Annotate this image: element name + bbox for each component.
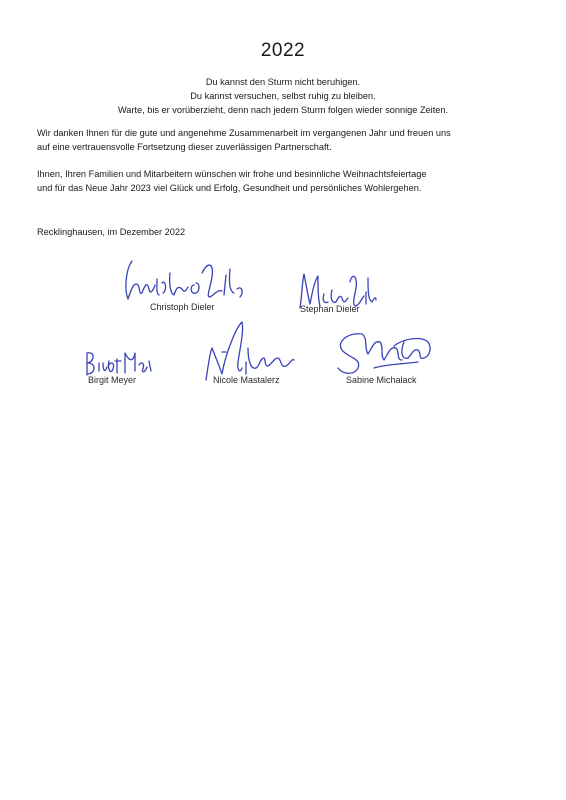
signature-christoph-dieler <box>122 255 247 305</box>
paragraph-line: und für das Neue Jahr 2023 viel Glück und Erfolg, Gesundheit und persönliches Wohlergehen. <box>37 183 422 193</box>
signatory-name: Christoph Dieler <box>150 302 215 312</box>
signatory-name: Sabine Michalack <box>346 375 417 385</box>
paragraph-line: auf eine vertrauensvolle Fortsetzung dieser zuverlässigen Partnerschaft. <box>37 142 332 152</box>
quote-line: Du kannst den Sturm nicht beruhigen. <box>205 77 361 87</box>
letter-year-heading: 2022 <box>260 40 306 61</box>
quote-block <box>0 75 566 117</box>
wishes-paragraph <box>37 167 537 195</box>
paragraph-line: Wir danken Ihnen für die gute und angenehme Zusammenarbeit im vergangenen Jahr und freuen uns <box>37 128 451 138</box>
thanks-paragraph <box>37 126 537 154</box>
quote-line: Warte, bis er vorüberzieht, denn nach jedem Sturm folgen wieder sonnige Zeiten. <box>117 105 449 115</box>
signature-nicole-mastalerz <box>202 318 296 382</box>
signature-sabine-michalack <box>334 328 434 380</box>
paragraph-line: Ihnen, Ihren Familien und Mitarbeitern wünschen wir frohe und besinnliche Weihnachtsfeiertage <box>37 169 427 179</box>
quote-line: Du kannst versuchen, selbst ruhig zu bleiben. <box>190 91 376 101</box>
signatory-name: Birgit Meyer <box>88 375 137 385</box>
signatory-name: Nicole Mastalerz <box>213 375 280 385</box>
signatory-name: Stephan Dieler <box>300 304 360 314</box>
place-date-line: Recklinghausen, im Dezember 2022 <box>37 227 186 237</box>
